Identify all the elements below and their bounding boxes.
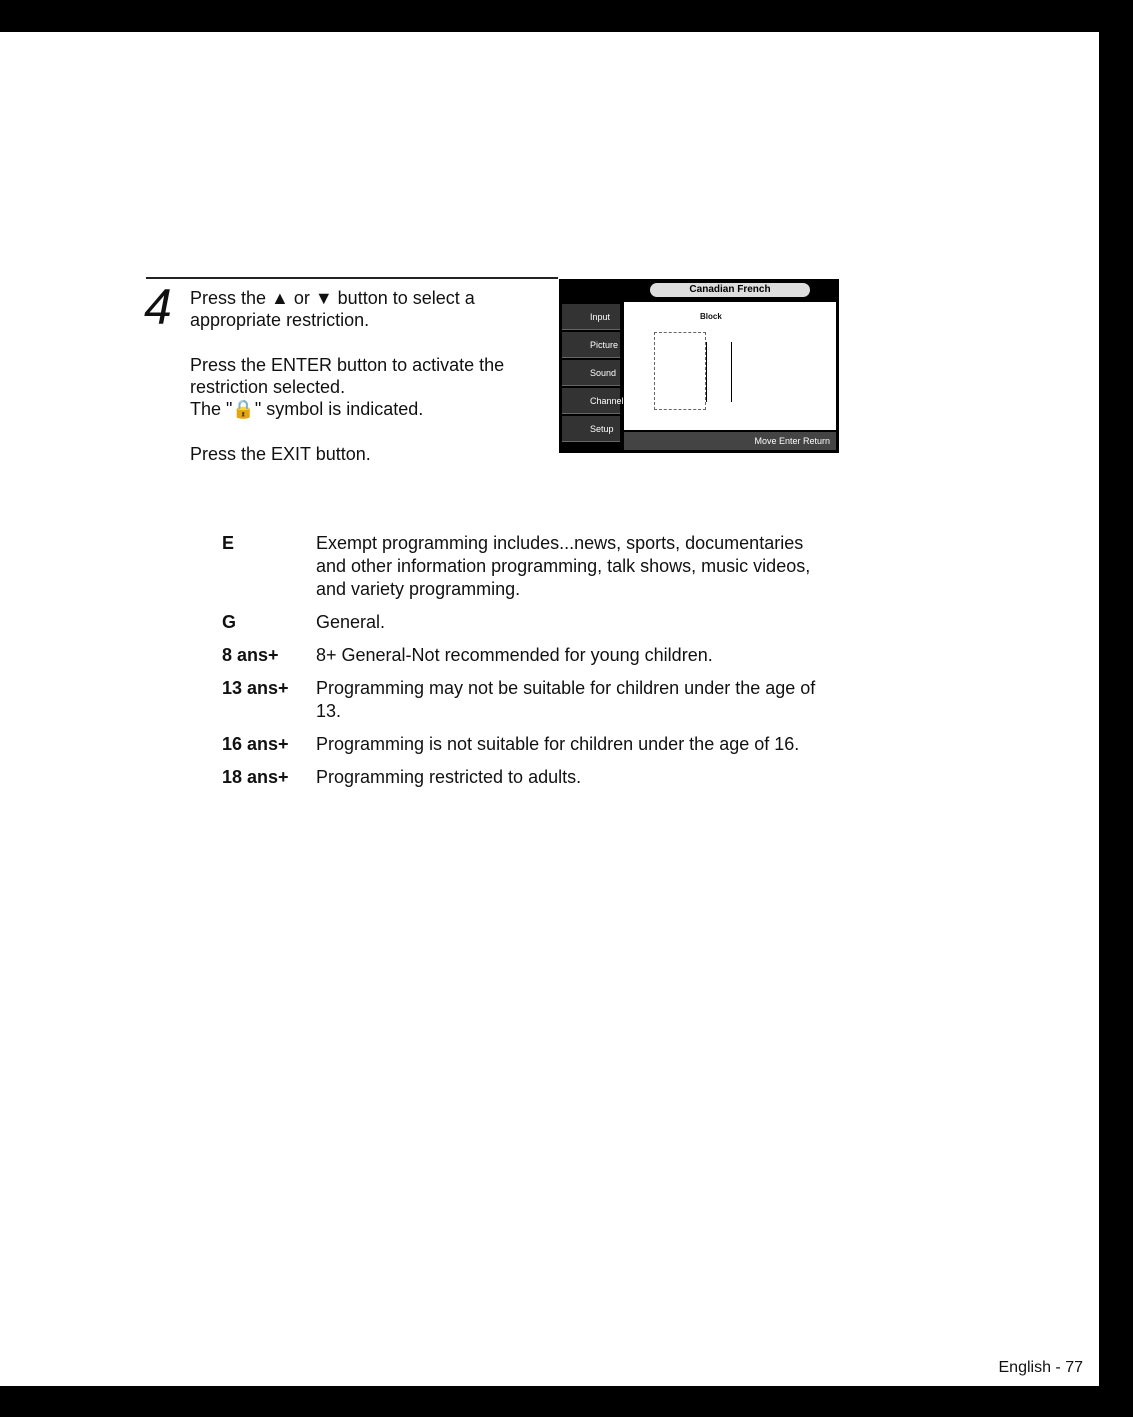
step-divider [146,277,558,279]
step-instructions [190,287,530,488]
instruction-enter: Press the ENTER button to activate the restriction selected. [190,355,505,397]
rating-code: 18 ans+ [222,767,289,787]
rating-desc: Programming restricted to adults. [316,767,582,787]
rating-row [222,766,822,789]
rating-row [222,532,822,601]
rating-desc: Programming may not be suitable for children under the age of 13. [316,678,816,721]
rating-desc: Exempt programming includes...news, sports, documentaries and other information programming, talk shows, music videos, and variety programming. [316,533,811,599]
tv-menu-panel [624,302,836,430]
tv-menu-item-channel: Channel [562,388,620,414]
page-footer: English - 77 [998,1359,1083,1376]
tv-menu-item-sound: Sound [562,360,620,386]
step-number: 4 [144,279,172,335]
tv-menu-item-picture: Picture [562,332,620,358]
tv-menu-item-input: Input [562,304,620,330]
rating-row [222,644,822,667]
right-border [1099,0,1133,1417]
tv-menu-bottom-bar: Move Enter Return [624,432,836,450]
rating-row [222,677,822,723]
rating-code: 8 ans+ [222,645,279,665]
bottom-border [0,1386,1133,1417]
rating-code: 16 ans+ [222,734,289,754]
tv-menu-sidebar [562,304,624,440]
ratings-list [222,532,822,799]
tv-menu-screenshot [559,279,839,453]
rating-row [222,611,822,634]
rating-code: G [222,612,237,632]
instruction-symbol: The "🔒" symbol is indicated. [190,399,424,419]
rating-desc: Programming is not suitable for children under the age of 16. [316,734,800,754]
tv-menu-title: Canadian French [650,283,810,297]
rating-code: E [222,533,235,553]
rating-desc: General. [316,612,386,632]
instruction-exit: Press the EXIT button. [190,444,371,464]
rating-row [222,733,822,756]
tv-rating-grid [654,332,706,410]
rating-desc: 8+ General-Not recommended for young children. [316,645,713,665]
rating-code: 13 ans+ [222,678,289,698]
tv-block-label: Block [700,312,722,321]
tv-menu-item-setup: Setup [562,416,620,442]
instruction-select: Press the ▲ or ▼ button to select a appropriate restriction. [190,288,475,330]
tv-lock-column [706,342,732,402]
top-border [0,0,1133,32]
